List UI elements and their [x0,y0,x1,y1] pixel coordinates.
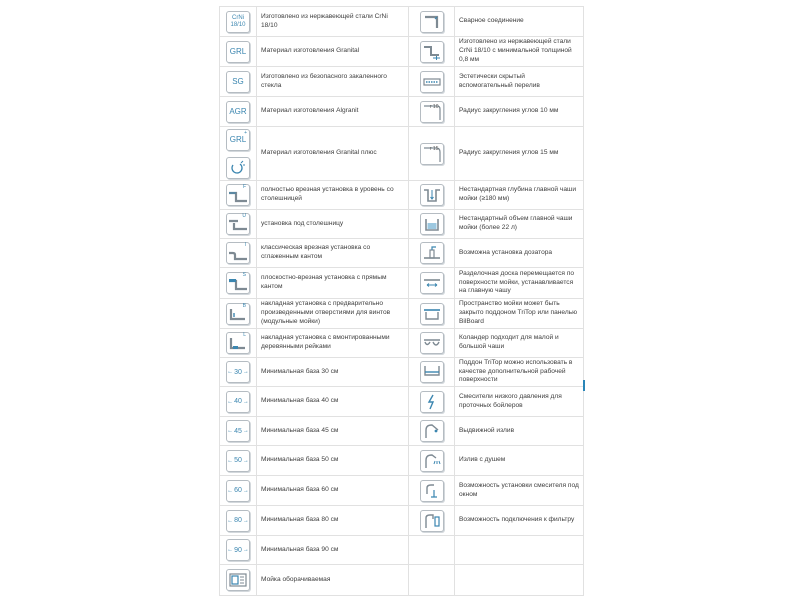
arrow-right-icon: → [242,547,249,553]
feature-text: Поддон TriTop можно использовать в качестве дополнительной рабочей поверхности [455,358,584,387]
table-row [220,210,584,239]
icon-label: SG [232,76,244,86]
feature-text: Выдвижной излив [455,417,584,446]
feature-text: Нестандартная глубина главной чаши мойки (≥180 мм) [455,181,584,210]
feature-text: Эстетически скрытый вспомогательный перелив [455,67,584,97]
feature-text: Изготовлено из безопасного закаленного стекла [257,67,409,97]
undermount-icon [226,213,250,235]
feature-text: Минимальная база 80 см [257,506,409,536]
table-row [220,506,584,536]
feature-text: Сварное соединение [455,7,584,37]
feature-text: Возможна установка дозатора [455,239,584,268]
window-mixer-icon [420,480,444,502]
arrow-right-icon: → [242,428,249,434]
feature-text: Минимальная база 30 см [257,358,409,387]
feature-text: классическая врезная установка со сглаженным кантом [257,239,409,268]
table-row [220,446,584,476]
feature-text: Минимальная база 60 см [257,476,409,506]
table-row [220,37,584,67]
inset-mount-icon [226,242,250,264]
arrow-left-icon: ← [227,487,234,494]
low-pressure-icon [420,391,444,413]
feature-text: Материал изготовления Algranit [257,97,409,127]
feature-text: Возможность подключения к фильтру [455,506,584,536]
filter-connection-icon [420,510,444,532]
feature-text: накладная установка с вмонтированными деревянными рейками [257,329,409,358]
feature-text: установка под столешницу [257,210,409,239]
icon-label: 40 [234,398,242,405]
icon-label: CrNi 18/10 [230,14,246,28]
icon-label: r 10 [429,103,439,110]
granital-plus-icon [226,129,250,151]
algranit-material-icon [226,101,250,123]
feature-text: Возможность установки смесителя под окном [455,476,584,506]
icon-label: 90 [234,546,242,554]
table-row [220,181,584,210]
safety-glass-icon [226,71,250,93]
icon-label: + [244,129,247,136]
tritop-surface-icon [420,361,444,383]
icon-label: 30 [234,368,242,376]
icon-label: GRL [229,134,247,144]
hidden-overflow-icon [420,71,444,93]
arrow-right-icon: → [242,398,249,405]
table-row [220,565,584,596]
radius-15-icon [420,143,444,165]
icon-label: GRL [229,46,247,56]
table-row [220,476,584,506]
tritop-cover-icon [420,303,444,325]
icon-label: 45 [234,427,242,435]
icon-label: F [242,184,246,190]
icon-label: B [242,302,246,309]
feature-text: полностью врезная установка в уровень со столешницей [257,181,409,210]
icon-label: I [244,242,246,248]
cabinet-80-icon [226,510,250,532]
feature-text: Излив с душем [455,446,584,476]
arrow-right-icon: → [242,517,249,524]
table-row [220,387,584,417]
feature-text: Минимальная база 90 см [257,536,409,565]
steel-thickness-icon [420,41,444,63]
cleaning-icon [226,157,250,179]
table-row [220,358,584,387]
arrow-left-icon: ← [227,457,234,464]
shower-spout-icon [420,450,444,472]
feature-text: Материал изготовления Granital [257,37,409,67]
feature-text: плоскостно-врезная установка с прямым кантом [257,268,409,299]
feature-text: Разделочная доска перемещается по поверхности мойки, устанавливается на главную чашу [455,268,584,299]
feature-text: Изготовлено из нержавеющей стали CrNi 18/10 с минимальной толщиной 0,8 мм [455,37,584,67]
feature-text: Минимальная база 50 см [257,446,409,476]
icon-label: 80 [234,517,242,524]
table-row [220,268,584,299]
arrow-right-icon: → [242,487,249,494]
feature-text: Минимальная база 40 см [257,387,409,417]
table-row [220,536,584,565]
pull-out-spout-icon [420,420,444,442]
arrow-right-icon: → [242,457,249,464]
table-row [220,67,584,97]
icon-label: AGR [229,106,247,116]
icon-label: L [243,332,246,338]
granital-material-icon [226,41,250,63]
feature-text: Коландер подходит для малой и большой чаши [455,329,584,358]
dispenser-icon [420,242,444,264]
arrow-left-icon: ← [227,369,234,375]
cabinet-50-icon [226,450,250,472]
feature-text: Радиус закругления углов 15 мм [455,127,584,181]
table-row [220,239,584,268]
flat-inset-icon [226,272,250,294]
table-row [220,7,584,37]
arrow-left-icon: ← [227,398,234,405]
bowl-volume-icon [420,213,444,235]
table-row [220,127,584,181]
table-row [220,299,584,329]
features-legend-table [219,6,584,596]
feature-text: Минимальная база 45 см [257,417,409,446]
page-edge-marker [583,380,585,391]
cabinet-40-icon [226,391,250,413]
flush-mount-icon [226,184,250,206]
table-row [220,329,584,358]
sliding-board-icon [420,272,444,294]
table-row [220,417,584,446]
weld-joint-icon [420,11,444,33]
arrow-right-icon: → [242,369,249,375]
feature-text: Пространство мойки может быть закрыто поддоном TriTop или панелью BilBoard [455,299,584,329]
bowl-depth-icon [420,184,444,206]
crni-material-icon [226,11,250,33]
icon-label: r 15 [429,145,439,152]
feature-text: накладная установка с предварительно произведенными отверстиями для винтов (модульные мойки) [257,299,409,329]
icon-label: S [242,272,246,278]
icon-label: U [242,213,246,219]
arrow-left-icon: ← [227,547,234,553]
cabinet-45-icon [226,420,250,442]
cabinet-30-icon [226,361,250,383]
arrow-left-icon: ← [227,517,234,524]
feature-text: Изготовлено из нержавеющей стали CrNi 18/10 [257,7,409,37]
cabinet-90-icon [226,539,250,561]
arrow-left-icon: ← [227,428,234,434]
icon-label: 50 [234,457,242,464]
feature-text: Смесители низкого давления для проточных бойлеров [455,387,584,417]
feature-text: Радиус закругления углов 10 мм [455,97,584,127]
feature-text: Нестандартный объем главной чаши мойки (более 22 л) [455,210,584,239]
cabinet-60-icon [226,480,250,502]
feature-text: Материал изготовления Granital плюс [257,127,409,181]
table-row [220,97,584,127]
colander-icon [420,332,444,354]
radius-10-icon [420,101,444,123]
feature-text: Мойка оборачиваемая [257,565,409,596]
icon-label: 60 [234,487,242,494]
reversible-sink-icon [226,569,250,591]
sit-on-rails-icon [226,332,250,354]
sit-on-holes-icon [226,303,250,325]
